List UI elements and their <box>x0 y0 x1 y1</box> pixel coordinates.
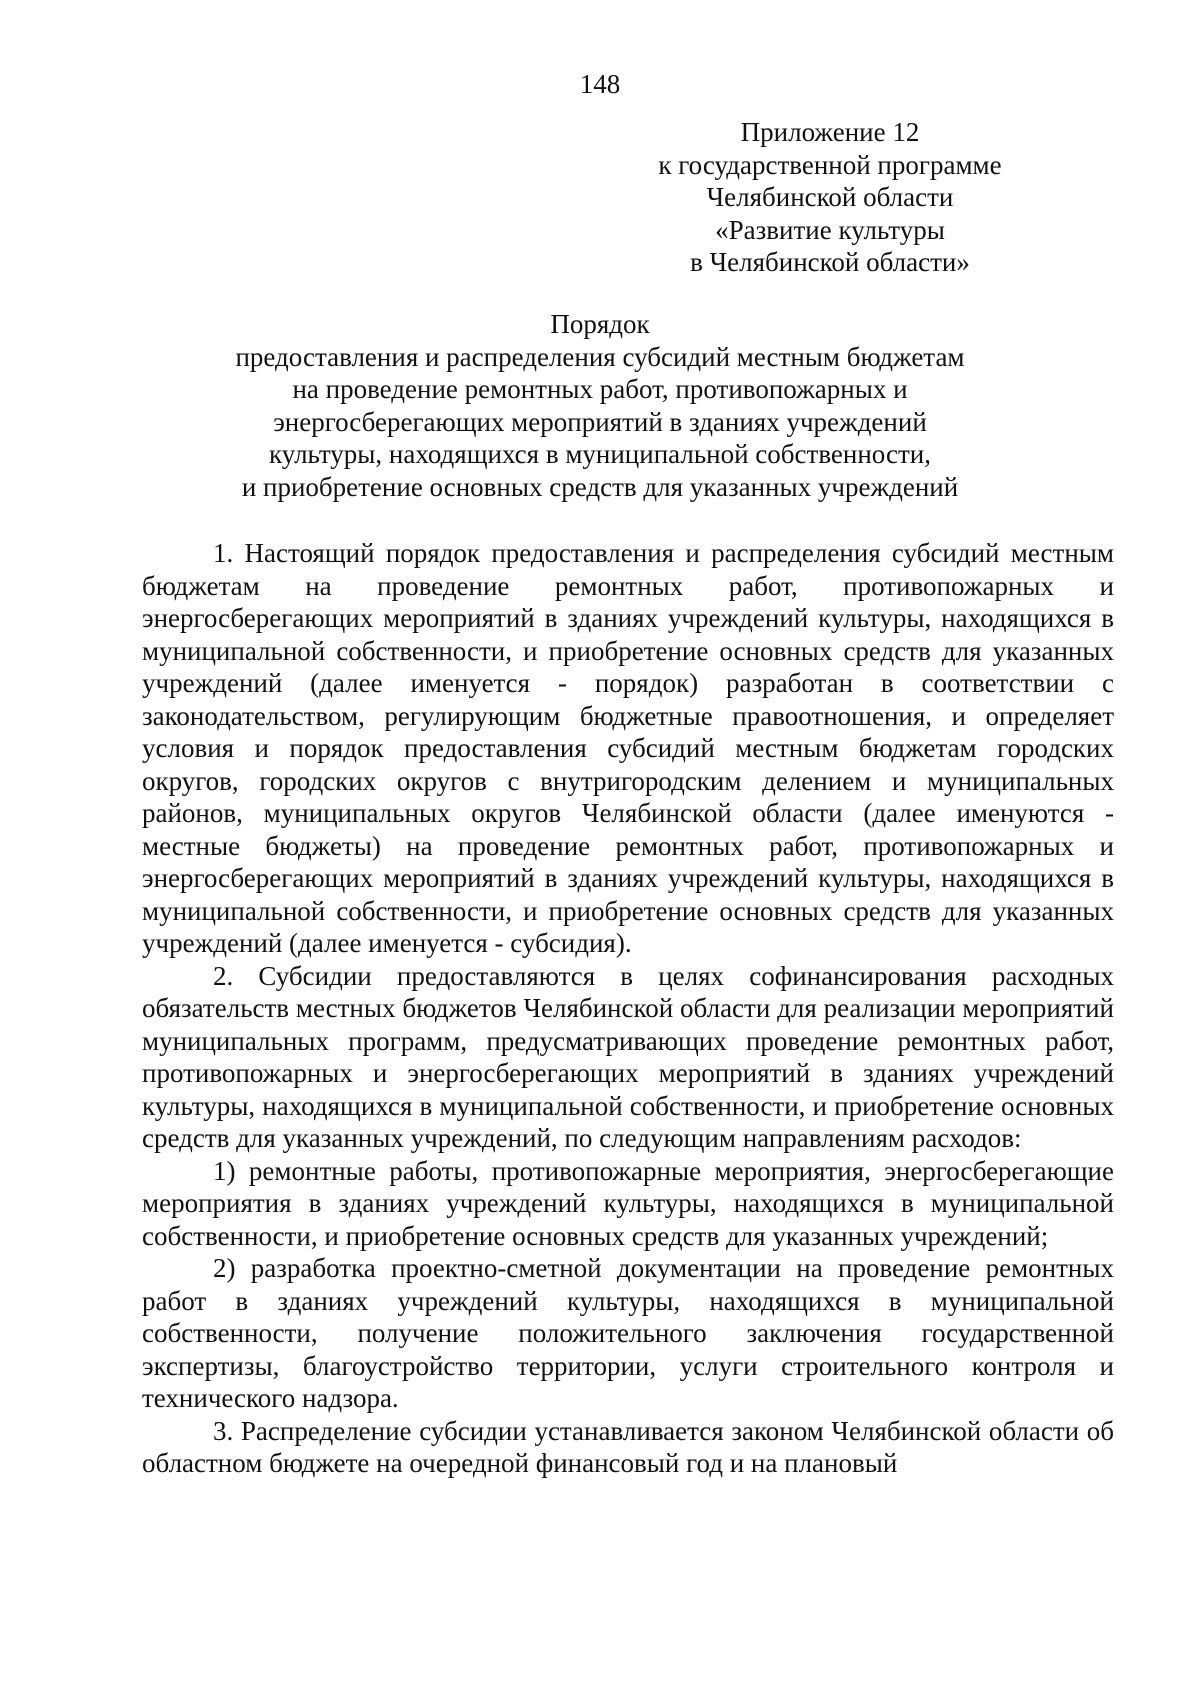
annex-line: «Развитие культуры <box>715 214 945 245</box>
title-line: и приобретение основных средств для указанных учреждений <box>241 471 959 502</box>
paragraph-1: 1. Настоящий порядок предоставления и распределения субсидий местным бюджетам на проведение ремонтных работ, противопожарных и энергосберегающих мероприятий в зданиях учреждений культуры, находящихся в муниципальной собственности, и приобретение основных средств для указанных учреждений (далее именуется - порядок) разработан в соответствии с законодательством, регулирующим бюджетные правоотношения, и определяет условия и порядок предоставления субсидий местным бюджетам городских округов, городских округов с внутригородским делением и муниципальных районов, муниципальных округов Челябинской области (далее именуются - местные бюджеты) на проведение ремонтных работ, противопожарных и энергосберегающих мероприятий в зданиях учреждений культуры, находящихся в муниципальной собственности, и приобретение основных средств для указанных учреждений (далее именуется - субсидия). <box>142 538 1114 958</box>
title-line: предоставления и распределения субсидий местным бюджетам <box>235 341 965 372</box>
title-line: культуры, находящихся в муниципальной собственности, <box>269 439 931 469</box>
annex-header <box>620 116 1040 279</box>
paragraph-2-item-1: 1) ремонтные работы, противопожарные мероприятия, энергосберегающие мероприятия в зданиях учреждений культуры, находящихся в муниципальной собственности, и приобретение основных средств для указанных учреждений; <box>142 1155 1114 1251</box>
paragraph-3: 3. Распределение субсидии устанавливается законом Челябинской области об областном бюджете на очередной финансовый год и на плановый <box>142 1415 1114 1478</box>
title-heading: Порядок <box>550 309 650 339</box>
page-number: 148 <box>579 69 621 99</box>
annex-line: к государственной программе <box>658 149 1002 180</box>
paragraph-2-item-2: 2) разработка проектно-сметной документации на проведение ремонтных работ в зданиях учреждений культуры, находящихся в муниципальной собственности, получение положительного заключения государственной экспертизы, благоустройство территории, услуги строительного контроля и технического надзора. <box>142 1253 1114 1413</box>
annex-line: Челябинской области <box>706 182 954 212</box>
document-body <box>142 537 1114 1480</box>
paragraph-2: 2. Субсидии предоставляются в целях софинансирования расходных обязательств местных бюджетов Челябинской области для реализации мероприятий муниципальных программ, предусматривающих проведение ремонтных работ, противопожарных и энергосберегающих мероприятий в зданиях учреждений культуры, находящихся в муниципальной собственности, и приобретение основных средств для указанных учреждений, по следующим направлениям расходов: <box>142 960 1114 1153</box>
document-title <box>140 308 1060 503</box>
title-line: энергосберегающих мероприятий в зданиях учреждений <box>273 406 927 437</box>
annex-line: Приложение 12 <box>740 117 920 147</box>
annex-line: в Челябинской области» <box>690 247 970 277</box>
title-line: на проведение ремонтных работ, противопожарных и <box>292 374 908 404</box>
